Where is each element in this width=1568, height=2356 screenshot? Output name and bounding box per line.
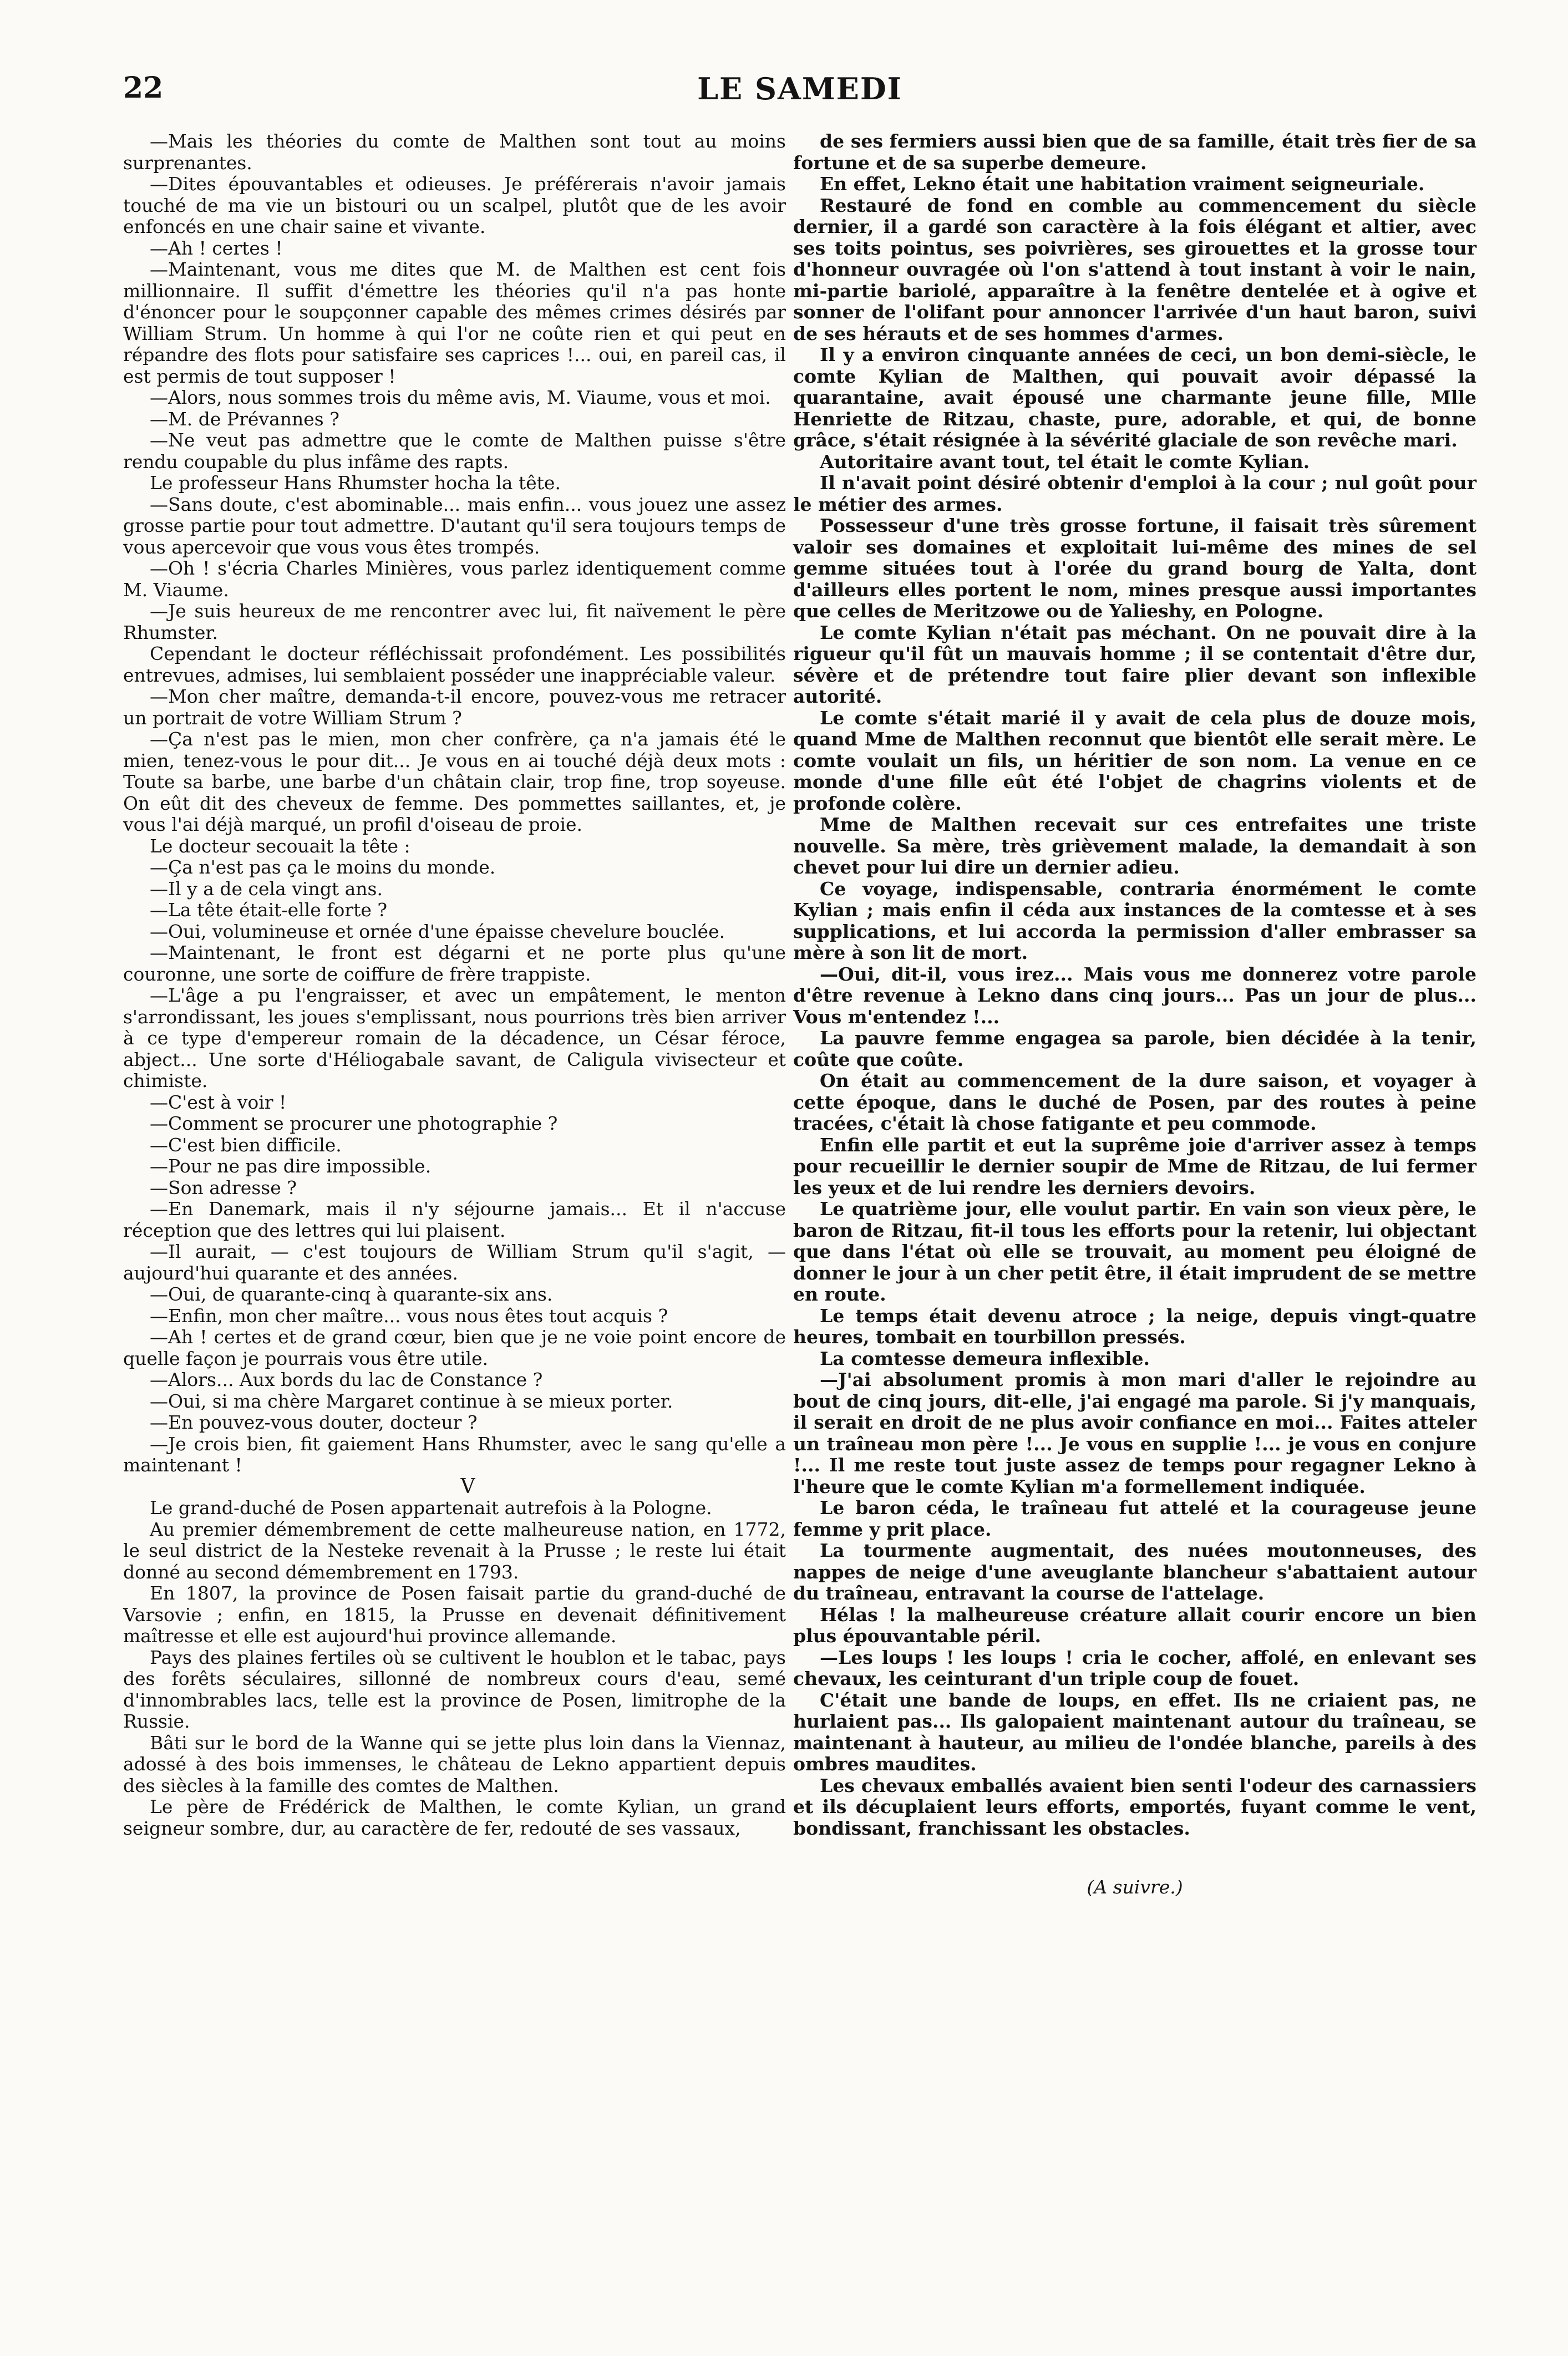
page-number: 22 <box>123 71 164 105</box>
paragraph: —Mon cher maître, demanda-t-il encore, pouvez-vous me retracer un portrait de votre William Strum ? <box>123 686 786 729</box>
paragraph: Le temps était devenu atroce ; la neige, depuis vingt-quatre heures, tombait en tourbillon pressés. <box>793 1304 1476 1348</box>
paragraph: —Comment se procurer une photographie ? <box>150 1113 558 1134</box>
paragraph: Bâti sur le bord de la Wanne qui se jette plus loin dans la Viennaz, adossé à des bois immenses, le château de Lekno appartient depuis des siècles à la famille des comtes de Malthen. <box>123 1732 786 1796</box>
paragraph: Possesseur d'une très grosse fortune, il faisait très sûrement valoir ses domaines et exploitait lui-même des mines de sel gemme situées tout à l'orée du grand bourg de Yalta, dont d'ailleurs elles portent le nom, mines presque aussi importantes que celles de Meritzowe ou de Yalieshy, en Pologne. <box>793 515 1476 622</box>
paragraph: Cependant le docteur réfléchissait profondément. Les possibilités entrevues, admises, lui semblaient posséder une inappréciable valeur. <box>123 643 786 686</box>
paragraph: Mme de Malthen recevait sur ces entrefaites une triste nouvelle. Sa mère, très grièvement malade, la demandait à son chevet pour lui dire un dernier adieu. <box>793 814 1476 878</box>
paragraph: On était au commencement de la dure saison, et voyager à cette époque, dans le duché de Posen, par des routes à peine tracées, c'était là chose fatigante et peu commode. <box>793 1070 1476 1134</box>
paragraph: —Il y a de cela vingt ans. <box>150 877 383 900</box>
paragraph: —Oh ! s'écria Charles Minières, vous parlez identiquement comme M. Viaume. <box>123 557 786 601</box>
paragraph: —Son adresse ? <box>150 1176 297 1199</box>
paragraph: —Dites épouvantables et odieuses. Je préférerais n'avoir jamais touché de ma vie un bistouri ou un scalpel, plutôt que de les avoir enfoncés en une chair saine et vivante. <box>123 173 786 237</box>
paragraph: Restauré de fond en comble au commencement du siècle dernier, il a gardé son caractère à la fois élégant et altier, avec ses toits pointus, ses poivrières, ses girouettes et la grosse tour d'honneur ouvragée où l'on s'attend à tout instant à voir le nain, mi-partie bariolé, apparaître à la fenêtre dentelée et à ogive et sonner de l'olifant pour annoncer l'arrivée d'un haut baron, suivi de ses hérauts et de ses hommes d'armes. <box>793 194 1476 344</box>
paragraph: La comtesse demeura inflexible. <box>820 1347 1150 1369</box>
paragraph: —Ah ! certes et de grand cœur, bien que je ne voie point encore de quelle façon je pourrais vous être utile. <box>123 1326 786 1369</box>
paragraph: —La tête était-elle forte ? <box>150 899 388 921</box>
left-column-text-before-section <box>123 131 786 1476</box>
paragraph: —Il aurait, — c'est toujours de William Strum qu'il s'agit, — aujourd'hui quarante et des années. <box>123 1241 786 1284</box>
paragraph: Au premier démembrement de cette malheureuse nation, en 1772, le seul district de la Nesteke revenait à la Prusse ; le reste lui était donné au second démembrement en 1793. <box>123 1518 786 1583</box>
paragraph: En effet, Lekno était une habitation vraiment seigneuriale. <box>820 173 1425 195</box>
paragraph: —Ne veut pas admettre que le comte de Malthen puisse s'être rendu coupable du plus infâme des rapts. <box>123 429 786 473</box>
paragraph: —En Danemark, mais il n'y séjourne jamais... Et il n'accuse réception que des lettres qui lui plaisent. <box>123 1198 786 1241</box>
paragraph: Le père de Frédérick de Malthen, le comte Kylian, un grand seigneur sombre, dur, au caractère de fer, redouté de ses vassaux, <box>123 1796 786 1839</box>
paragraph: —Alors, nous sommes trois du même avis, M. Viaume, vous et moi. <box>150 387 771 408</box>
paragraph: —Pour ne pas dire impossible. <box>150 1155 432 1177</box>
paragraph: Hélas ! la malheureuse créature allait courir encore un bien plus épouvantable péril. <box>793 1603 1476 1647</box>
paragraph: —M. de Prévannes ? <box>150 408 339 430</box>
paragraph: —Enfin, mon cher maître... vous nous êtes tout acquis ? <box>150 1304 668 1327</box>
paragraph: La pauvre femme engagea sa parole, bien décidée à la tenir, coûte que coûte. <box>793 1027 1476 1070</box>
paragraph: —En pouvez-vous douter, docteur ? <box>150 1411 478 1433</box>
paragraph: —Maintenant, vous me dites que M. de Malthen est cent fois millionnaire. Il suffit d'émettre les théories qu'il n'a pas honte d'énoncer pour le soupçonner capable des mêmes crimes désirés par William Strum. Un homme à qui l'or ne coûte rien et qui peut en répandre des flots pour satisfaire ses caprices !... oui, en pareil cas, il est permis de tout supposer ! <box>123 258 786 387</box>
paragraph: —Les loups ! les loups ! cria le cocher, affolé, en enlevant ses chevaux, les ceinturant d'un triple coup de fouet. <box>793 1646 1476 1689</box>
paragraph: —Oui, si ma chère Margaret continue à se mieux porter. <box>150 1390 673 1412</box>
journal-title: LE SAMEDI <box>697 71 902 106</box>
paragraph: —Ça n'est pas ça le moins du monde. <box>150 856 496 878</box>
paragraph: Il y a environ cinquante années de ceci, un bon demi-siècle, le comte Kylian de Malthen, qui pouvait avoir dépassé la quarantaine, avait épousé une charmante jeune fille, Mlle Henriette de Ritzau, chaste, pure, adorable, et qui, de bonne grâce, s'était résignée à la sévérité glaciale de son revêche mari. <box>793 344 1476 451</box>
paragraph: Le professeur Hans Rhumster hocha la tête. <box>150 472 561 494</box>
paragraph: Pays des plaines fertiles où se cultivent le houblon et le tabac, pays des forêts séculaires, sillonné de nombreux cours d'eau, semé d'innombrables lacs, telle est la province de Posen, limitrophe de la Russie. <box>123 1646 786 1732</box>
paragraph: de ses fermiers aussi bien que de sa famille, était très fier de sa fortune et de sa superbe demeure. <box>793 130 1476 174</box>
paragraph: —Maintenant, le front est dégarni et ne porte plus qu'une couronne, une sorte de coiffure de frère trappiste. <box>123 942 786 985</box>
section-number: V <box>460 1475 475 1498</box>
paragraph: —C'est bien difficile. <box>150 1134 342 1156</box>
paragraph: En 1807, la province de Posen faisait partie du grand-duché de Varsovie ; enfin, en 1815, la Prusse en devenait définitivement maîtresse et elle est aujourd'hui province allemande. <box>123 1582 786 1647</box>
paragraph: Le grand-duché de Posen appartenait autrefois à la Pologne. <box>150 1497 712 1519</box>
paragraph: Il n'avait point désiré obtenir d'emploi à la cour ; nul goût pour le métier des armes. <box>793 472 1476 515</box>
paragraph: La tourmente augmentait, des nuées moutonneuses, des nappes de neige d'une aveuglante blancheur s'abattaient autour du traîneau, entravant la course de l'attelage. <box>793 1540 1476 1604</box>
to-be-continued-note: (A suivre.) <box>1087 1876 1183 1898</box>
paragraph: —Oui, dit-il, vous irez... Mais vous me donnerez votre parole d'être revenue à Lekno dans cinq jours... Pas un jour de plus... Vous m'entendez !... <box>793 963 1476 1028</box>
paragraph: —Oui, volumineuse et ornée d'une épaisse chevelure bouclée. <box>150 920 725 942</box>
paragraph: —Mais les théories du comte de Malthen sont tout au moins surprenantes. <box>123 130 786 174</box>
paragraph: Autoritaire avant tout, tel était le comte Kylian. <box>820 450 1310 473</box>
right-column <box>793 131 1476 1898</box>
paragraph: —Ça n'est pas le mien, mon cher confrère, ça n'a jamais été le mien, tenez-vous le pour dit... Je vous en ai touché déjà deux mots : Toute sa barbe, une barbe d'un châtain clair, trop fine, trop soyeuse. On eût dit des cheveux de femme. Des pommettes saillantes, et, je vous l'ai déjà marqué, un profil d'oiseau de proie. <box>123 728 786 835</box>
paragraph: Enfin elle partit et eut la suprême joie d'arriver assez à temps pour recueillir le dernier soupir de Mme de Ritzau, de lui fermer les yeux et de lui rendre les derniers devoirs. <box>793 1134 1476 1199</box>
right-column-text <box>793 131 1476 1839</box>
paragraph: —L'âge a pu l'engraisser, et avec un empâtement, le menton s'arrondissant, les joues s'emplissant, nous pourrions très bien arriver à ce type d'empereur romain de la décadence, un César féroce, abject... Une sorte d'Héliogabale savant, de Caligula vivisecteur et chimiste. <box>123 984 786 1091</box>
paragraph: —Ah ! certes ! <box>150 237 283 259</box>
paragraph: C'était une bande de loups, en effet. Ils ne criaient pas, ne hurlaient pas... Ils galopaient maintenant autour du traîneau, se maintenant à hauteur, au milieu de l'ondée blanche, pareils à des ombres maudites. <box>793 1689 1476 1775</box>
paragraph: —Sans doute, c'est abominable... mais enfin... vous jouez une assez grosse partie pour tout admettre. D'autant qu'il sera toujours temps de vous apercevoir que vous vous êtes trompés. <box>123 493 786 558</box>
paragraph: Le comte Kylian n'était pas méchant. On ne pouvait dire à la rigueur qu'il fût un mauvais homme ; il se contentait d'être dur, sévère et de prétendre tout faire plier devant son inflexible autorité. <box>793 621 1476 707</box>
paragraph: —Je suis heureux de me rencontrer avec lui, fit naïvement le père Rhumster. <box>123 600 786 643</box>
paragraph: —Alors... Aux bords du lac de Constance ? <box>150 1369 543 1390</box>
paragraph: Ce voyage, indispensable, contraria énormément le comte Kylian ; mais enfin il céda aux instances de la comtesse et à ses supplications, et lui accorda la permission d'aller embrasser sa mère à son lit de mort. <box>793 877 1476 963</box>
paragraph: Le quatrième jour, elle voulut partir. En vain son vieux père, le baron de Ritzau, fit-il tous les efforts pour la retenir, lui objectant que dans l'état où elle se trouvait, au moment peu éloigné de donner le jour à un cher petit être, il était imprudent de se mettre en route. <box>793 1198 1476 1305</box>
paragraph: Le baron céda, le traîneau fut attelé et la courageuse jeune femme y prit place. <box>793 1497 1476 1540</box>
paragraph: Le comte s'était marié il y avait de cela plus de douze mois, quand Mme de Malthen reconnut que bientôt elle serait mère. Le comte voulait un fils, un héritier de son nom. La venue en ce monde d'une fille eût été l'objet de chagrins violents et de profonde colère. <box>793 707 1476 814</box>
paragraph: Le docteur secouait la tête : <box>150 835 410 857</box>
paragraph: —Je crois bien, fit gaiement Hans Rhumster, avec le sang qu'elle a maintenant ! <box>123 1433 786 1476</box>
page-header <box>123 71 1476 121</box>
left-column-text-after-section <box>123 1497 786 1839</box>
paragraph: Les chevaux emballés avaient bien senti l'odeur des carnassiers et ils décuplaient leurs efforts, emportés, fuyant comme le vent, bondissant, franchissant les obstacles. <box>793 1774 1476 1839</box>
left-column <box>123 131 786 1839</box>
paragraph: —Oui, de quarante-cinq à quarante-six ans. <box>150 1283 553 1305</box>
paragraph: —J'ai absolument promis à mon mari d'aller le rejoindre au bout de cinq jours, dit-elle, j'ai engagé ma parole. Si j'y manquais, il serait en droit de ne plus avoir confiance en moi... Faites atteler un traîneau mon père !... Je vous en supplie !... je vous en conjure !... Il me reste tout juste assez de temps pour regagner Lekno à l'heure que le comte Kylian m'a formellement indiquée. <box>793 1369 1476 1497</box>
paragraph: —C'est à voir ! <box>150 1091 287 1113</box>
